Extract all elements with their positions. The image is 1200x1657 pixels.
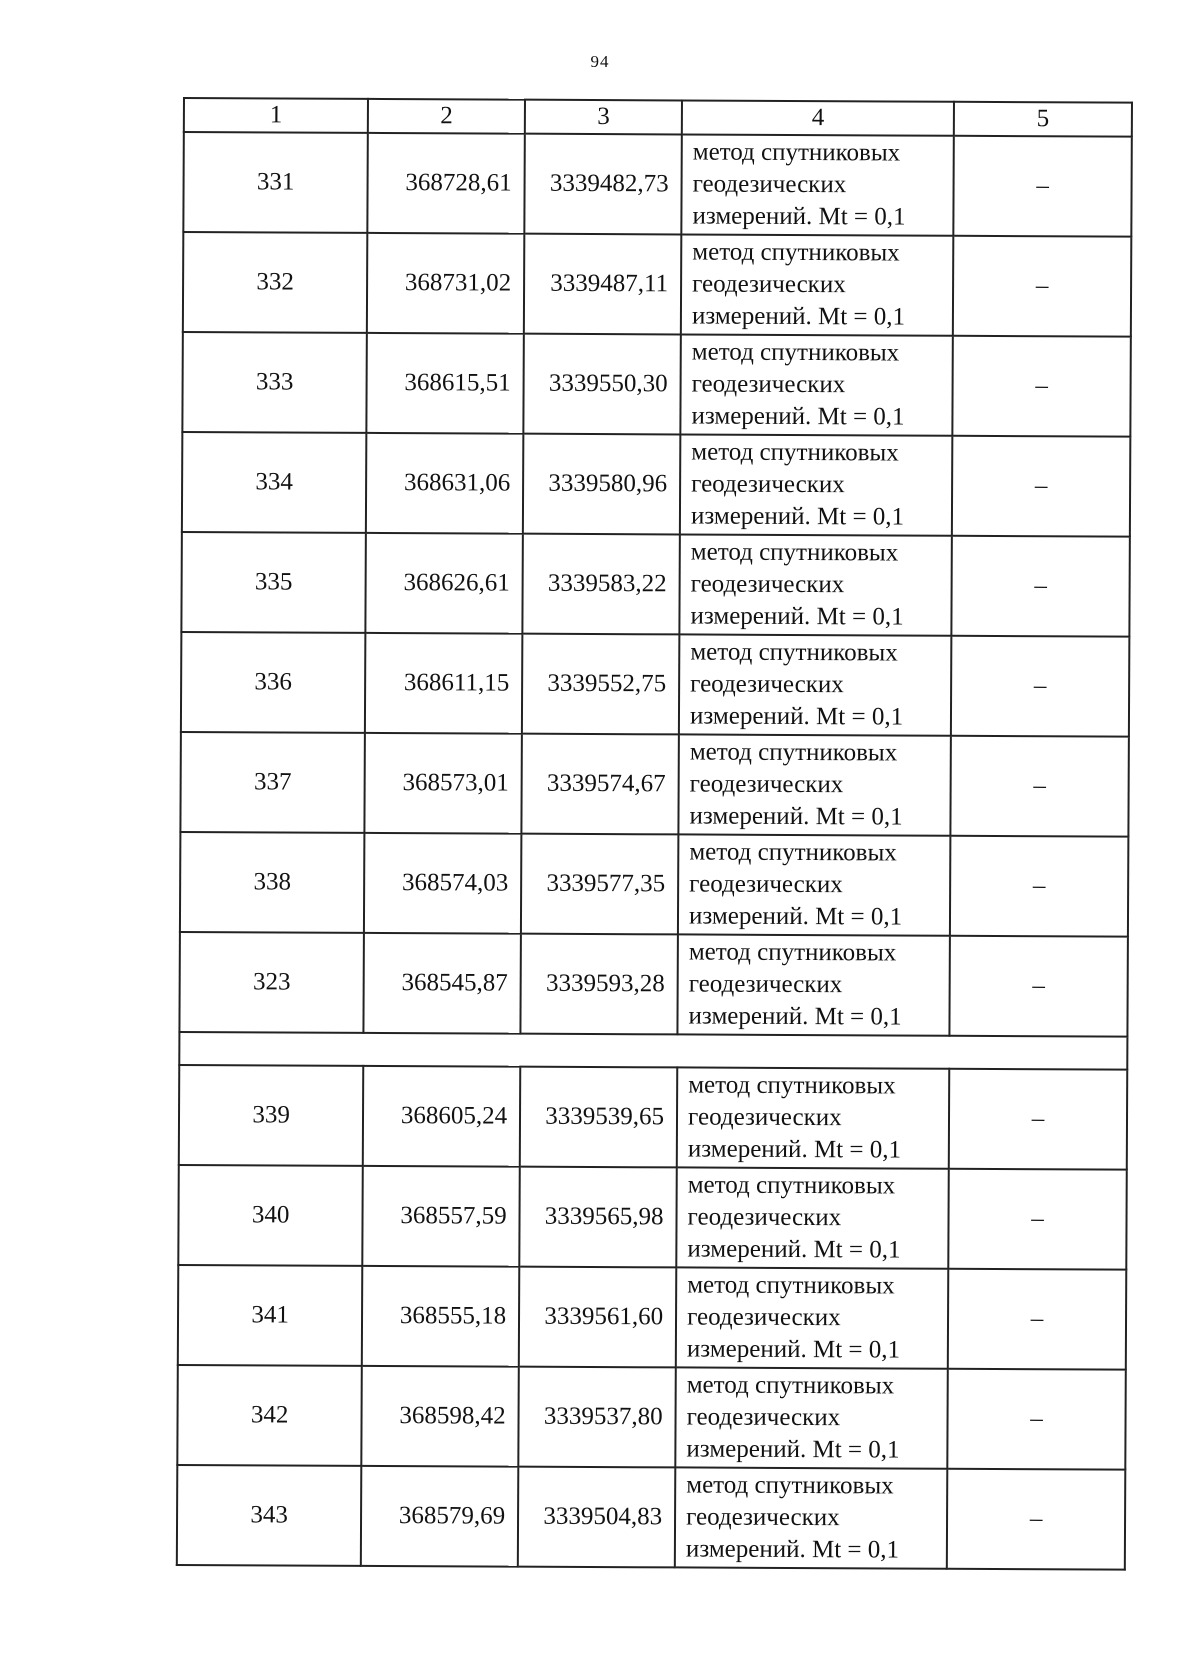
x-coordinate-cell: 368557,59 — [362, 1166, 519, 1267]
method-cell — [678, 734, 951, 835]
method-text-line: измерений. Mt = 0,1 — [691, 302, 906, 331]
accuracy-cell: – — [950, 836, 1128, 937]
x-coordinate-cell: 368615,51 — [367, 333, 524, 434]
y-coordinate-cell: 3339552,75 — [522, 634, 679, 735]
point-number-cell: 332 — [183, 232, 368, 333]
page-number: 94 — [590, 52, 610, 71]
method-cell — [677, 934, 950, 1035]
method-text-line: геодезических — [691, 470, 845, 499]
x-coordinate-cell: 368574,03 — [364, 833, 521, 934]
y-coordinate-cell: 3339539,65 — [520, 1067, 677, 1168]
table-row — [181, 632, 1129, 737]
y-coordinate-cell: 3339574,67 — [522, 734, 679, 835]
method-text-line: измерений. Mt = 0,1 — [691, 402, 905, 431]
method-cell — [681, 134, 954, 235]
method-text-line: геодезических — [687, 1303, 841, 1332]
point-number-cell: 334 — [182, 432, 367, 533]
method-text-line: метод спутниковых — [688, 1071, 896, 1100]
point-number-cell: 323 — [179, 932, 364, 1033]
point-number-cell: 338 — [180, 832, 365, 933]
accuracy-cell: – — [951, 736, 1129, 837]
method-text-line: геодезических — [689, 770, 844, 799]
method-text-line: измерений. Mt = 0,1 — [690, 502, 905, 531]
y-coordinate-cell: 3339583,22 — [522, 534, 679, 635]
y-coordinate-cell: 3339487,11 — [524, 234, 681, 335]
point-number-cell: 342 — [177, 1365, 362, 1466]
point-number-cell: 333 — [182, 332, 367, 433]
method-text-line: метод спутниковых — [692, 238, 900, 267]
method-cell — [679, 534, 952, 635]
method-text-line: геодезических — [686, 1403, 841, 1432]
point-number-cell: 343 — [177, 1465, 362, 1566]
method-text-line: метод спутниковых — [689, 838, 897, 867]
separator-cell — [179, 1032, 1127, 1070]
x-coordinate-cell: 368611,15 — [365, 633, 522, 734]
method-text-line: метод спутниковых — [690, 538, 899, 567]
accuracy-cell: – — [951, 636, 1129, 737]
table-row — [182, 332, 1130, 437]
method-text-line: метод спутниковых — [686, 1371, 895, 1400]
method-cell — [676, 1267, 949, 1368]
y-coordinate-cell: 3339565,98 — [519, 1167, 676, 1268]
y-coordinate-cell: 3339561,60 — [519, 1267, 676, 1368]
method-text-line: геодезических — [689, 870, 843, 899]
method-text-line: измерений. Mt = 0,1 — [687, 1235, 901, 1264]
method-text-line: метод спутниковых — [688, 938, 897, 967]
y-coordinate-cell: 3339504,83 — [518, 1467, 675, 1568]
method-cell — [678, 834, 951, 935]
table-separator-row — [179, 1032, 1127, 1070]
method-text-line: измерений. Mt = 0,1 — [689, 902, 903, 931]
accuracy-cell: – — [953, 236, 1131, 337]
method-text-line: геодезических — [687, 1203, 842, 1232]
table-row — [180, 732, 1128, 837]
accuracy-cell: – — [948, 1169, 1126, 1270]
method-text-line: геодезических — [690, 570, 845, 599]
method-text-line: метод спутниковых — [689, 738, 898, 767]
point-number-cell: 341 — [178, 1265, 363, 1366]
accuracy-cell: – — [947, 1469, 1125, 1570]
point-number-cell: 337 — [180, 732, 365, 833]
method-text-line: метод спутниковых — [691, 438, 899, 467]
method-text-line: геодезических — [688, 970, 843, 999]
method-text-line: геодезических — [688, 1103, 842, 1132]
method-text-line: метод спутниковых — [687, 1171, 896, 1200]
method-text-line: измерений. Mt = 0,1 — [689, 802, 903, 831]
method-cell — [680, 434, 953, 535]
method-cell — [676, 1167, 949, 1268]
table-row — [178, 1165, 1126, 1270]
y-coordinate-cell: 3339593,28 — [521, 934, 678, 1035]
accuracy-cell: – — [951, 536, 1129, 637]
method-text-line: геодезических — [692, 270, 846, 299]
point-number-cell: 339 — [179, 1065, 364, 1166]
table-row — [179, 1065, 1127, 1170]
accuracy-cell: – — [947, 1369, 1125, 1470]
method-text-line: геодезических — [692, 170, 847, 199]
table-row — [179, 932, 1127, 1037]
table-row — [177, 1365, 1125, 1470]
method-text-line: метод спутниковых — [686, 1471, 894, 1500]
method-cell — [681, 234, 954, 335]
x-coordinate-cell: 368573,01 — [365, 733, 522, 834]
column-header-4: 4 — [682, 100, 954, 135]
accuracy-cell: – — [948, 1269, 1126, 1370]
table-row — [180, 832, 1128, 937]
point-number-cell: 336 — [181, 632, 366, 733]
point-number-cell: 335 — [181, 532, 366, 633]
x-coordinate-cell: 368605,24 — [363, 1066, 520, 1167]
table-row — [183, 132, 1131, 237]
column-header-1: 1 — [184, 98, 368, 133]
method-text-line: геодезических — [686, 1503, 840, 1532]
method-text-line: измерений. Mt = 0,1 — [686, 1435, 900, 1464]
accuracy-cell: – — [952, 336, 1130, 437]
table-header-row — [184, 98, 1132, 137]
x-coordinate-cell: 368598,42 — [361, 1366, 518, 1467]
method-text-line: метод спутниковых — [691, 338, 900, 367]
table-row — [183, 232, 1131, 337]
column-header-2: 2 — [368, 99, 525, 134]
method-text-line: измерений. Mt = 0,1 — [685, 1535, 900, 1564]
method-cell — [675, 1367, 948, 1468]
method-text-line: метод спутниковых — [687, 1271, 895, 1300]
point-number-cell: 331 — [183, 132, 368, 233]
x-coordinate-cell: 368631,06 — [366, 433, 523, 534]
column-header-3: 3 — [525, 100, 682, 135]
method-text-line: измерений. Mt = 0,1 — [692, 202, 906, 231]
y-coordinate-cell: 3339537,80 — [518, 1367, 675, 1468]
accuracy-cell: – — [950, 936, 1128, 1037]
y-coordinate-cell: 3339577,35 — [521, 834, 678, 935]
point-number-cell: 340 — [178, 1165, 363, 1266]
column-header-5: 5 — [954, 102, 1132, 137]
x-coordinate-cell: 368545,87 — [364, 933, 521, 1034]
y-coordinate-cell: 3339580,96 — [523, 434, 680, 535]
table-row — [181, 532, 1129, 637]
table-row — [178, 1265, 1126, 1370]
method-text-line: измерений. Mt = 0,1 — [688, 1002, 902, 1031]
x-coordinate-cell: 368579,69 — [361, 1466, 518, 1567]
method-text-line: геодезических — [690, 670, 844, 699]
method-cell — [679, 634, 952, 735]
method-text-line: геодезических — [691, 370, 846, 399]
method-text-line: измерений. Mt = 0,1 — [689, 702, 904, 731]
method-cell — [677, 1067, 950, 1168]
x-coordinate-cell: 368626,61 — [366, 533, 523, 634]
y-coordinate-cell: 3339550,30 — [523, 334, 680, 435]
accuracy-cell: – — [953, 136, 1131, 237]
x-coordinate-cell: 368731,02 — [367, 233, 524, 334]
x-coordinate-cell: 368728,61 — [367, 133, 524, 234]
method-text-line: измерений. Mt = 0,1 — [690, 602, 904, 631]
table-row — [177, 1465, 1125, 1570]
accuracy-cell: – — [952, 436, 1130, 537]
method-text-line: метод спутниковых — [690, 638, 898, 667]
method-text-line: метод спутниковых — [692, 138, 901, 167]
table-row — [182, 432, 1130, 537]
method-text-line: измерений. Mt = 0,1 — [686, 1335, 901, 1364]
coordinates-table — [176, 97, 1133, 1571]
method-cell — [675, 1467, 948, 1568]
method-cell — [680, 334, 953, 435]
y-coordinate-cell: 3339482,73 — [524, 134, 681, 235]
x-coordinate-cell: 368555,18 — [362, 1266, 519, 1367]
method-text-line: измерений. Mt = 0,1 — [687, 1135, 902, 1164]
accuracy-cell: – — [949, 1069, 1127, 1170]
